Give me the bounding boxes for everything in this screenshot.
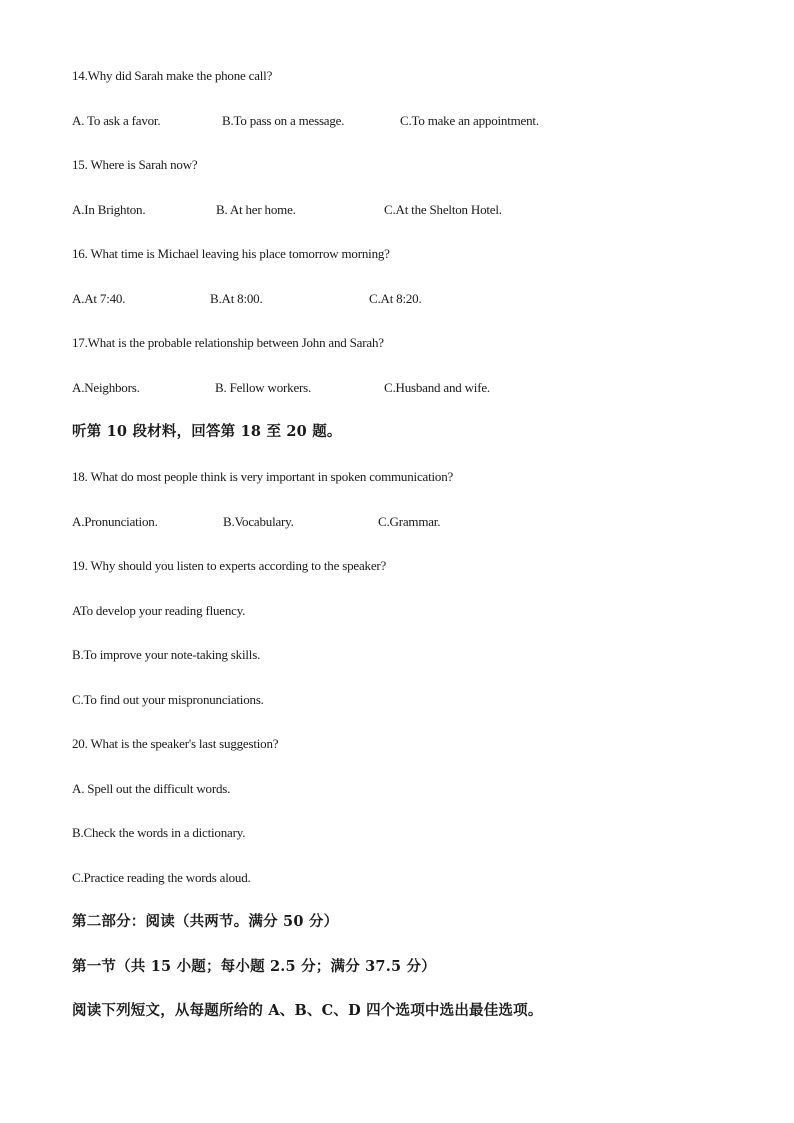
question-17-stem: 17.What is the probable relationship between John and Sarah? — [72, 335, 384, 350]
question-17-option-c: C.Husband and wife. — [384, 380, 490, 395]
question-15-stem: 15. Where is Sarah now? — [72, 157, 198, 172]
question-18-option-c: C.Grammar. — [378, 514, 441, 529]
section-1-heading: 第一节（共 15 小题；每小题 2.5 分；满分 37.5 分） — [72, 958, 436, 975]
question-19-option-a: ATo develop your reading fluency. — [72, 603, 246, 618]
question-14-option-b: B.To pass on a message. — [222, 113, 345, 128]
section-10-heading: 听第 10 段材料，回答第 18 至 20 题。 — [72, 423, 342, 440]
question-20-option-a: A. Spell out the difficult words. — [72, 781, 231, 796]
question-17-option-a: A.Neighbors. — [72, 380, 140, 395]
question-16-option-a: A.At 7:40. — [72, 291, 126, 306]
question-19-stem: 19. Why should you listen to experts according to the speaker? — [72, 558, 387, 573]
question-20-option-c: C.Practice reading the words aloud. — [72, 870, 251, 885]
question-15-option-a: A.In Brighton. — [72, 202, 146, 217]
question-18-option-a: A.Pronunciation. — [72, 514, 158, 529]
question-15-option-b: B. At her home. — [216, 202, 296, 217]
question-16-option-c: C.At 8:20. — [369, 291, 422, 306]
question-15-option-c: C.At the Shelton Hotel. — [384, 202, 502, 217]
question-16-option-b: B.At 8:00. — [210, 291, 263, 306]
question-19-option-c: C.To find out your mispronunciations. — [72, 692, 264, 707]
question-14-option-a: A. To ask a favor. — [72, 113, 161, 128]
question-20-stem: 20. What is the speaker's last suggestion? — [72, 736, 279, 751]
part-2-heading: 第二部分：阅读（共两节。满分 50 分） — [72, 913, 339, 930]
question-18-stem: 18. What do most people think is very important in spoken communication? — [72, 469, 454, 484]
reading-instruction: 阅读下列短文，从每题所给的 A、B、C、D 四个选项中选出最佳选项。 — [72, 1002, 543, 1019]
question-18-option-b: B.Vocabulary. — [223, 514, 294, 529]
question-17-option-b: B. Fellow workers. — [215, 380, 312, 395]
question-20-option-b: B.Check the words in a dictionary. — [72, 825, 246, 840]
question-19-option-b: B.To improve your note-taking skills. — [72, 647, 261, 662]
question-14-stem: 14.Why did Sarah make the phone call? — [72, 68, 273, 83]
question-16-stem: 16. What time is Michael leaving his place tomorrow morning? — [72, 246, 390, 261]
question-14-option-c: C.To make an appointment. — [400, 113, 539, 128]
